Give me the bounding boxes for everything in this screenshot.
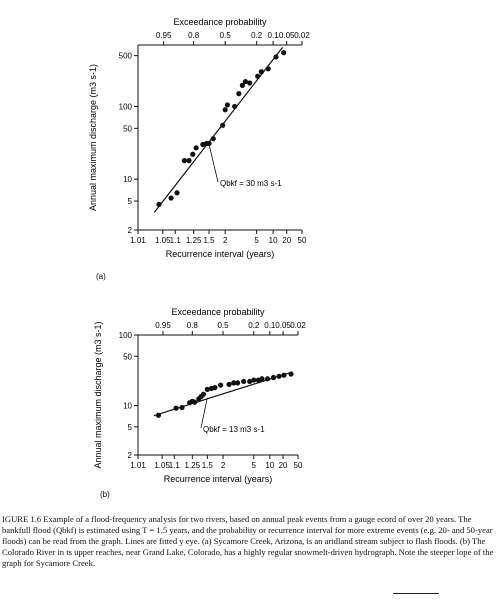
x-tick-label: 1.1 [169,236,181,245]
annotation-leader [201,398,207,428]
top-tick-label: 0.5 [217,321,229,330]
data-point [194,145,199,150]
y-tick-label: 100 [118,102,132,112]
footer-rule [393,593,439,594]
x-tick-label: 1.5 [203,236,215,245]
data-point [168,195,173,200]
y-tick-label: 2 [127,451,132,460]
top-tick-label: 0.8 [186,321,198,330]
y-axis-label: Annual maximum discharge (m3 s-1) [93,321,103,469]
chart-panel-b [93,307,306,499]
qbkf-annotation: Qbkf = 30 m3 s-1 [220,179,282,188]
x-tick-label: 1.01 [130,236,146,245]
top-tick-label: 0.05 [278,31,295,40]
x-tick-label: 50 [293,461,303,470]
top-tick-label: 0.1 [264,321,276,330]
y-tick-label: 500 [118,51,132,61]
data-point [259,376,264,381]
top-tick-label: 0.95 [155,31,172,40]
qbkf-annotation: Qbkf = 13 m3 s-1 [203,425,265,434]
data-point [212,385,217,390]
data-point [236,91,241,96]
data-point [223,107,228,112]
panel-label: (a) [96,272,106,281]
data-point [192,400,197,405]
y-tick-label: 10 [123,175,132,185]
data-point [211,136,216,141]
data-point [265,376,270,381]
y-tick-label: 100 [118,331,132,340]
data-point [156,202,161,207]
x-tick-label: 1.05 [154,461,170,470]
top-axis-label: Exceedance probability [171,307,265,317]
top-tick-label: 0.8 [188,31,200,40]
data-point [281,50,286,55]
data-point [273,54,278,59]
top-tick-label: 0.5 [219,31,231,40]
y-tick-label: 50 [123,124,132,134]
data-point [266,66,271,71]
x-tick-label: 20 [278,461,288,470]
y-tick-label: 5 [127,422,132,432]
annotation-leader [209,144,218,182]
x-tick-label: 1.25 [184,461,201,470]
x-tick-label: 10 [268,236,278,245]
data-point [241,379,246,384]
data-point [247,80,252,85]
x-tick-label: 50 [297,236,307,245]
x-tick-label: 1.1 [168,461,180,470]
data-point [218,383,223,388]
x-tick-label: 20 [282,236,292,245]
chart-panel-a [88,17,310,281]
data-point [232,104,237,109]
data-point [186,158,191,163]
x-tick-label: 2 [220,461,226,470]
data-point [173,406,178,411]
data-point [220,123,225,128]
data-point [271,375,276,380]
top-tick-label: 0.2 [251,31,263,40]
top-tick-label: 0.2 [248,321,260,330]
x-tick-label: 1.5 [201,461,213,470]
top-tick-label: 0.95 [155,321,171,330]
data-point [174,190,179,195]
data-point [226,382,231,387]
data-point [251,377,256,382]
panel-label: (b) [100,490,110,499]
x-tick-label: 2 [222,236,228,245]
data-point [182,158,187,163]
x-tick-label: 1.25 [185,236,202,245]
x-tick-label: 5 [251,461,256,470]
top-tick-label: 0.05 [275,321,291,330]
data-point [179,405,184,410]
y-tick-label: 50 [123,352,132,362]
y-axis-label: Annual maximum discharge (m3 s-1) [88,63,98,212]
x-axis-label: Recurrence interval (years) [165,249,275,259]
x-tick-label: 10 [265,461,275,470]
data-point [276,374,281,379]
x-tick-label: 5 [254,236,259,245]
data-point [201,392,206,397]
figure-caption: IGURE 1.6 Example of a flood-frequency analysis for two rivers, based on annual peak events from a gauge ecord of over 20 years. The bankfull flood (Qbkf) is estimated using T = 1.5 years, and the probability or recurrence interval for more extreme events (e.g. 20- and 50-year floods) can be read from the graph. Lines are fitted y eye. (a) Sycamore Creek, Arizona, is an aridland stream subject to flash floods. (b) The Colorado River in ts upper reaches, near Grand Lake, Colorado, has a highly regular snowmelt-driven hydrograph. Note the steeper lope of the graph for Sycamore Creek. [2,514,494,568]
y-tick-label: 10 [123,401,132,411]
y-tick-label: 2 [127,226,132,235]
data-point [235,380,240,385]
data-point [255,74,260,79]
data-point [190,152,195,157]
top-tick-label: 0.02 [290,321,306,330]
x-tick-label: 1.05 [154,236,171,245]
top-tick-label: 0.1 [267,31,279,40]
top-tick-label: 0.02 [294,31,310,40]
data-point [288,371,293,376]
x-axis-label: Recurrence interval (years) [163,474,273,484]
data-point [225,102,230,107]
data-point [281,373,286,378]
data-point [156,413,161,418]
data-point [259,69,264,74]
top-axis-label: Exceedance probability [173,17,267,27]
y-tick-label: 5 [127,197,132,207]
x-tick-label: 1.01 [130,461,146,470]
